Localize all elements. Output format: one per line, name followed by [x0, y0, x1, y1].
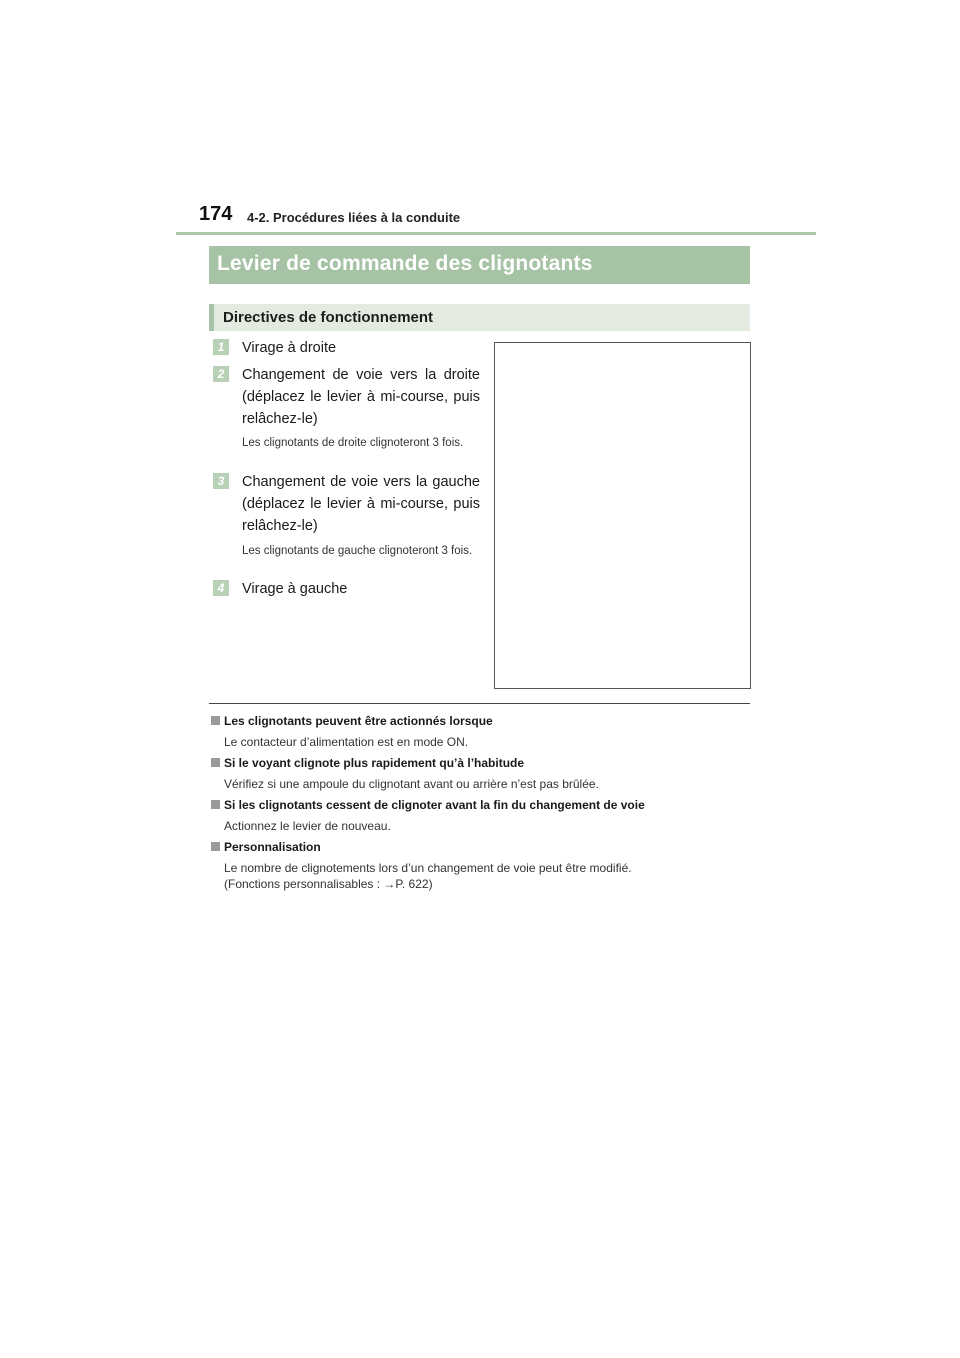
- item-number-1: 1: [213, 339, 229, 355]
- square-bullet-icon: [211, 716, 220, 725]
- item-text-3-line-3: relâchez-le): [242, 518, 318, 534]
- note-body-1: Le contacteur d’alimentation est en mode ON.: [224, 735, 469, 749]
- note-heading-1-text: Les clignotants peuvent être actionnés lorsque: [224, 714, 493, 728]
- item-note-2: Les clignotants de droite clignoteront 3 fois.: [242, 437, 464, 449]
- note-body-4-crossref[interactable]: (Fonctions personnalisables : →P. 622): [224, 877, 433, 891]
- item-number-3: 3: [213, 473, 229, 489]
- note-heading-2: [211, 755, 524, 771]
- subsection-bar: [209, 304, 750, 331]
- item-text-2-line-2: (déplacez le levier à mi-course, puis: [242, 389, 480, 405]
- square-bullet-icon: [211, 842, 220, 851]
- note-body-3: Actionnez le levier de nouveau.: [224, 819, 391, 833]
- section-title-bar: [209, 246, 750, 284]
- note-heading-4: [211, 839, 321, 855]
- item-text-2: [242, 364, 480, 430]
- header-rule: [176, 232, 816, 235]
- subsection-title: Directives de fonctionnement: [223, 309, 434, 326]
- item-text-1: Virage à droite: [242, 340, 337, 356]
- item-number-2: 2: [213, 366, 229, 382]
- square-bullet-icon: [211, 800, 220, 809]
- item-text-2-line-1: Changement de voie vers la droite: [242, 367, 480, 383]
- subsection-accent: [209, 304, 214, 331]
- item-text-3-line-2: (déplacez le levier à mi-course, puis: [242, 496, 480, 512]
- notes-divider: [209, 703, 750, 704]
- note-heading-2-text: Si le voyant clignote plus rapidement qu’à l’habitude: [224, 756, 525, 770]
- item-text-3-line-1: Changement de voie vers la gauche: [242, 474, 480, 490]
- item-note-3: Les clignotants de gauche clignoteront 3 fois.: [242, 545, 473, 557]
- item-text-4: Virage à gauche: [242, 581, 348, 597]
- note-body-2: Vérifiez si une ampoule du clignotant avant ou arrière n’est pas brûlée.: [224, 777, 599, 791]
- square-bullet-icon: [211, 758, 220, 767]
- note-heading-3-text: Si les clignotants cessent de clignoter avant la fin du changement de voie: [224, 798, 645, 812]
- page-number: 174: [199, 203, 233, 225]
- note-heading-1: [211, 713, 493, 729]
- note-body-4: Le nombre de clignotements lors d’un changement de voie peut être modifié.: [224, 861, 632, 875]
- item-text-2-line-3: relâchez-le): [242, 411, 318, 427]
- illustration-frame: [494, 342, 751, 689]
- running-head: 4-2. Procédures liées à la conduite: [247, 210, 461, 225]
- note-heading-3: [211, 797, 645, 813]
- note-heading-4-text: Personnalisation: [224, 840, 321, 854]
- item-text-3: [242, 471, 480, 537]
- section-title: Levier de commande des clignotants: [217, 252, 593, 275]
- item-number-4: 4: [213, 580, 229, 596]
